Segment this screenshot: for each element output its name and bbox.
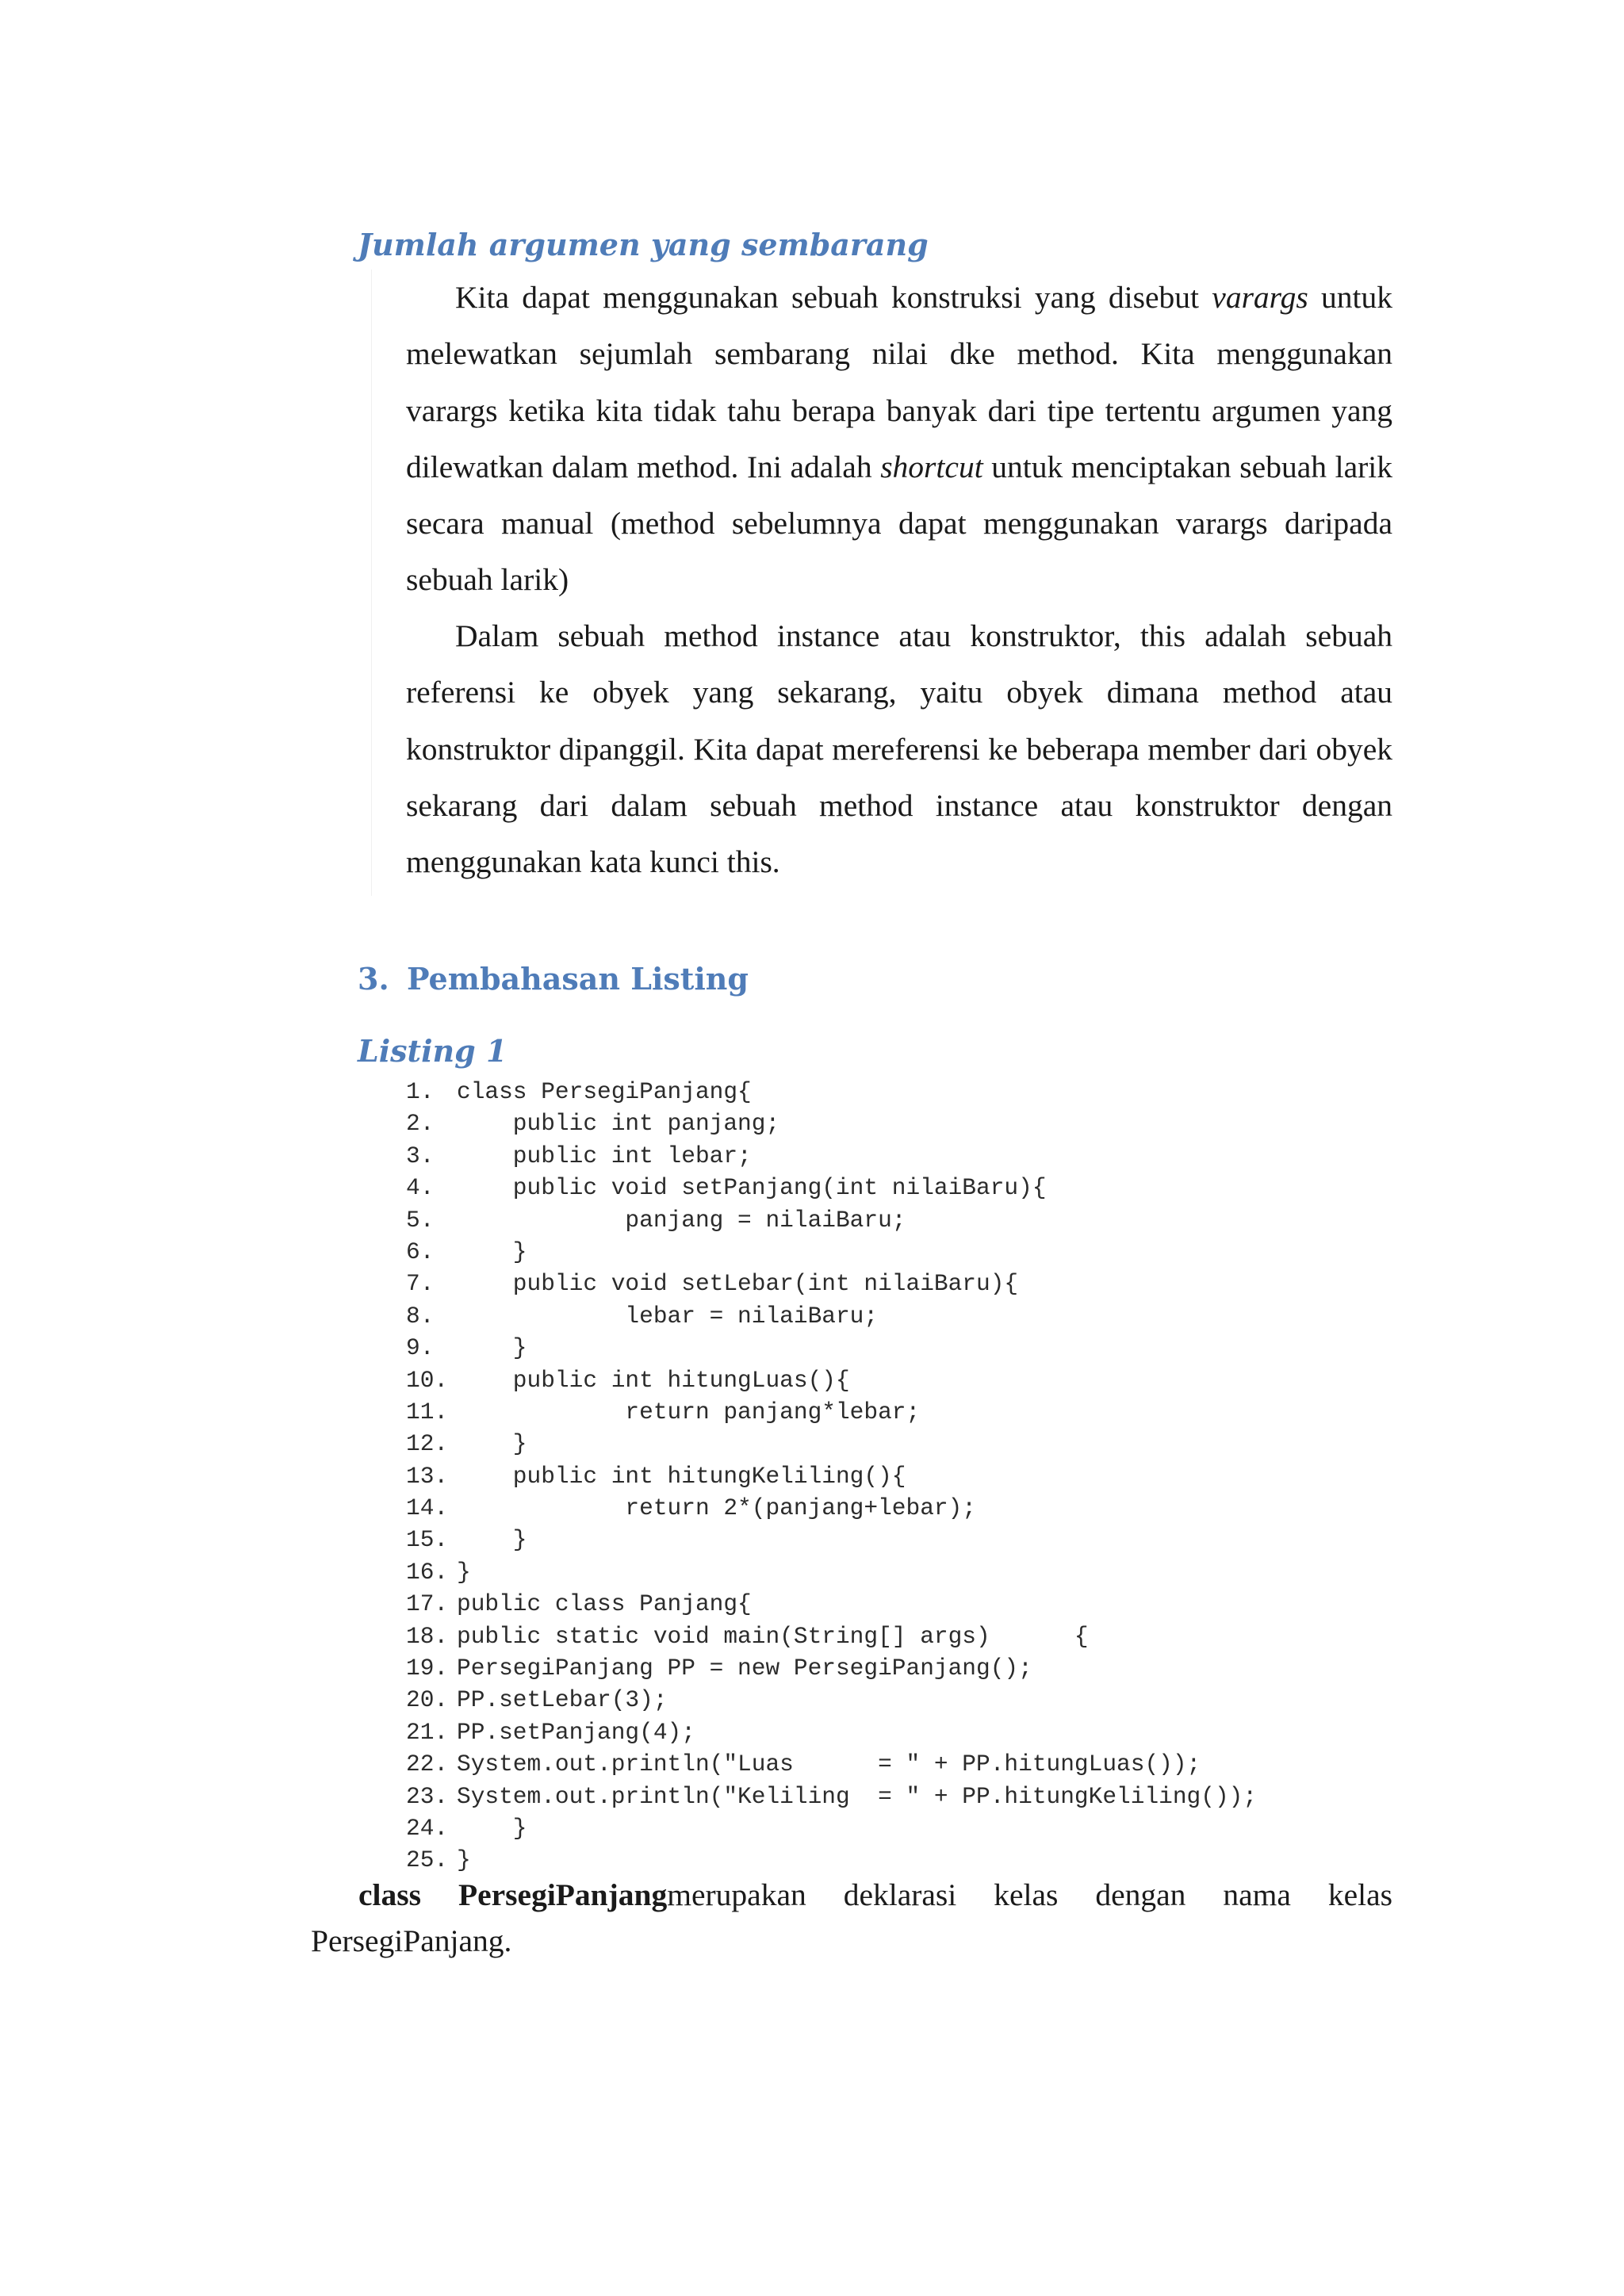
paragraph-varargs-part1: Kita dapat menggunakan sebuah konstruksi yang disebut bbox=[455, 280, 1212, 315]
code-line bbox=[406, 1652, 1257, 1684]
paragraph-this bbox=[406, 608, 1392, 890]
code-line bbox=[406, 1621, 1257, 1652]
term-shortcut: shortcut bbox=[880, 449, 983, 484]
code-line-text: public int hitungKeliling(){ bbox=[457, 1462, 906, 1490]
code-line-text: PP.setLebar(3); bbox=[457, 1686, 668, 1714]
code-line bbox=[406, 1556, 1257, 1588]
code-line-number: 8. bbox=[406, 1302, 435, 1330]
code-line-text: public void setPanjang(int nilaiBaru){ bbox=[457, 1174, 1047, 1202]
code-line-text: } bbox=[457, 1430, 527, 1458]
code-line-text: return panjang*lebar; bbox=[457, 1398, 921, 1425]
code-line bbox=[406, 1140, 1257, 1172]
code-line bbox=[406, 1076, 1257, 1108]
code-line-text: public static void main(String[] args) { bbox=[457, 1622, 1089, 1650]
code-line bbox=[406, 1812, 1257, 1844]
code-line-number: 5. bbox=[406, 1206, 435, 1234]
code-line bbox=[406, 1204, 1257, 1236]
code-line bbox=[406, 1236, 1257, 1268]
code-line-text: public class Panjang{ bbox=[457, 1590, 752, 1618]
paragraph-varargs-part2: untuk melewatkan sejumlah sembarang nilai dke method. Kita menggunakan varargs ketika kita tidak tahu berapa banyak dari tipe tertentu argumen yang dilewatkan dalam method. Ini adalah bbox=[406, 280, 1392, 484]
paragraph-this-text: Dalam sebuah method instance atau konstruktor, this adalah sebuah referensi ke obyek yang sekarang, yaitu obyek dimana method atau konstruktor dipanggil. Kita dapat mereferensi ke beberapa member dari obyek sekarang dari dalam sebuah method instance atau konstruktor dengan menggunakan kata kunci this. bbox=[406, 618, 1392, 880]
code-line bbox=[406, 1492, 1257, 1524]
code-line-number: 10. bbox=[406, 1366, 449, 1394]
code-line-number: 24. bbox=[406, 1814, 449, 1842]
code-line-number: 20. bbox=[406, 1686, 449, 1714]
code-line-number: 12. bbox=[406, 1430, 449, 1458]
code-line-number: 6. bbox=[406, 1238, 435, 1265]
code-line-number: 14. bbox=[406, 1494, 449, 1522]
code-line bbox=[406, 1428, 1257, 1460]
code-line bbox=[406, 1108, 1257, 1139]
code-line-number: 2. bbox=[406, 1110, 435, 1138]
code-line bbox=[406, 1300, 1257, 1332]
code-line-number: 15. bbox=[406, 1526, 449, 1554]
code-line-text: lebar = nilaiBaru; bbox=[457, 1302, 879, 1330]
subheading-varargs: Jumlah argumen yang sembarang bbox=[358, 227, 929, 262]
margin-guide-line bbox=[371, 270, 372, 896]
code-line-number: 19. bbox=[406, 1655, 449, 1682]
code-line-text: PP.setPanjang(4); bbox=[457, 1718, 695, 1746]
section-heading bbox=[358, 961, 749, 997]
code-line-text: System.out.println("Keliling = " + PP.hitungKeliling()); bbox=[457, 1782, 1258, 1810]
code-line bbox=[406, 1364, 1257, 1396]
code-line-number: 17. bbox=[406, 1590, 449, 1618]
code-line bbox=[406, 1396, 1257, 1428]
code-line-number: 18. bbox=[406, 1622, 449, 1650]
code-listing bbox=[406, 1076, 1257, 1877]
code-line-text: class PersegiPanjang{ bbox=[457, 1078, 752, 1105]
code-line-number: 4. bbox=[406, 1174, 435, 1202]
code-line bbox=[406, 1781, 1257, 1812]
keyword-class-name: PersegiPanjang bbox=[458, 1877, 668, 1912]
code-line bbox=[406, 1748, 1257, 1780]
section-title: Pembahasan Listing bbox=[407, 961, 749, 997]
code-line-text: } bbox=[457, 1558, 471, 1586]
code-line-text: System.out.println("Luas = " + PP.hitungLuas()); bbox=[457, 1751, 1201, 1778]
code-line-number: 3. bbox=[406, 1142, 435, 1169]
code-line-text: panjang = nilaiBaru; bbox=[457, 1206, 906, 1234]
code-line-text: } bbox=[457, 1334, 527, 1362]
keyword-class: class bbox=[358, 1877, 421, 1912]
listing-title: Listing 1 bbox=[358, 1033, 508, 1069]
term-varargs: varargs bbox=[1212, 280, 1308, 315]
code-line bbox=[406, 1460, 1257, 1492]
code-line-text: public int panjang; bbox=[457, 1110, 780, 1138]
code-line-text: } bbox=[457, 1846, 471, 1874]
code-line-number: 22. bbox=[406, 1751, 449, 1778]
code-line bbox=[406, 1268, 1257, 1299]
code-line-text: } bbox=[457, 1526, 527, 1554]
code-line-number: 9. bbox=[406, 1334, 435, 1362]
code-line-number: 21. bbox=[406, 1718, 449, 1746]
code-line bbox=[406, 1684, 1257, 1716]
code-line bbox=[406, 1716, 1257, 1748]
code-line-number: 25. bbox=[406, 1846, 449, 1874]
code-line-number: 16. bbox=[406, 1558, 449, 1586]
code-line-text: return 2*(panjang+lebar); bbox=[457, 1494, 977, 1522]
code-line-text: public int lebar; bbox=[457, 1142, 752, 1169]
closing-line-2: PersegiPanjang. bbox=[311, 1923, 512, 1958]
code-line-number: 7. bbox=[406, 1270, 435, 1298]
code-line-text: } bbox=[457, 1814, 527, 1842]
code-line bbox=[406, 1588, 1257, 1620]
code-line bbox=[406, 1172, 1257, 1203]
paragraph-varargs-part3: untuk menciptakan sebuah larik secara manual (method sebelumnya dapat menggunakan varargs daripada sebuah larik) bbox=[406, 449, 1392, 598]
code-line-number: 23. bbox=[406, 1782, 449, 1810]
paragraph-varargs bbox=[406, 270, 1392, 609]
code-line bbox=[406, 1524, 1257, 1556]
code-line-number: 13. bbox=[406, 1462, 449, 1490]
code-line-number: 1. bbox=[406, 1078, 435, 1105]
closing-paragraph bbox=[311, 1872, 1392, 1964]
code-line-text: } bbox=[457, 1238, 527, 1265]
code-line-text: public int hitungLuas(){ bbox=[457, 1366, 850, 1394]
section-number: 3. bbox=[358, 961, 389, 997]
code-line-number: 11. bbox=[406, 1398, 449, 1425]
code-line bbox=[406, 1332, 1257, 1364]
code-line-text: PersegiPanjang PP = new PersegiPanjang(); bbox=[457, 1655, 1032, 1682]
closing-text: merupakan deklarasi kelas dengan nama kelas bbox=[667, 1877, 1393, 1912]
closing-line-1 bbox=[311, 1872, 1392, 1918]
code-line-text: public void setLebar(int nilaiBaru){ bbox=[457, 1270, 1019, 1298]
